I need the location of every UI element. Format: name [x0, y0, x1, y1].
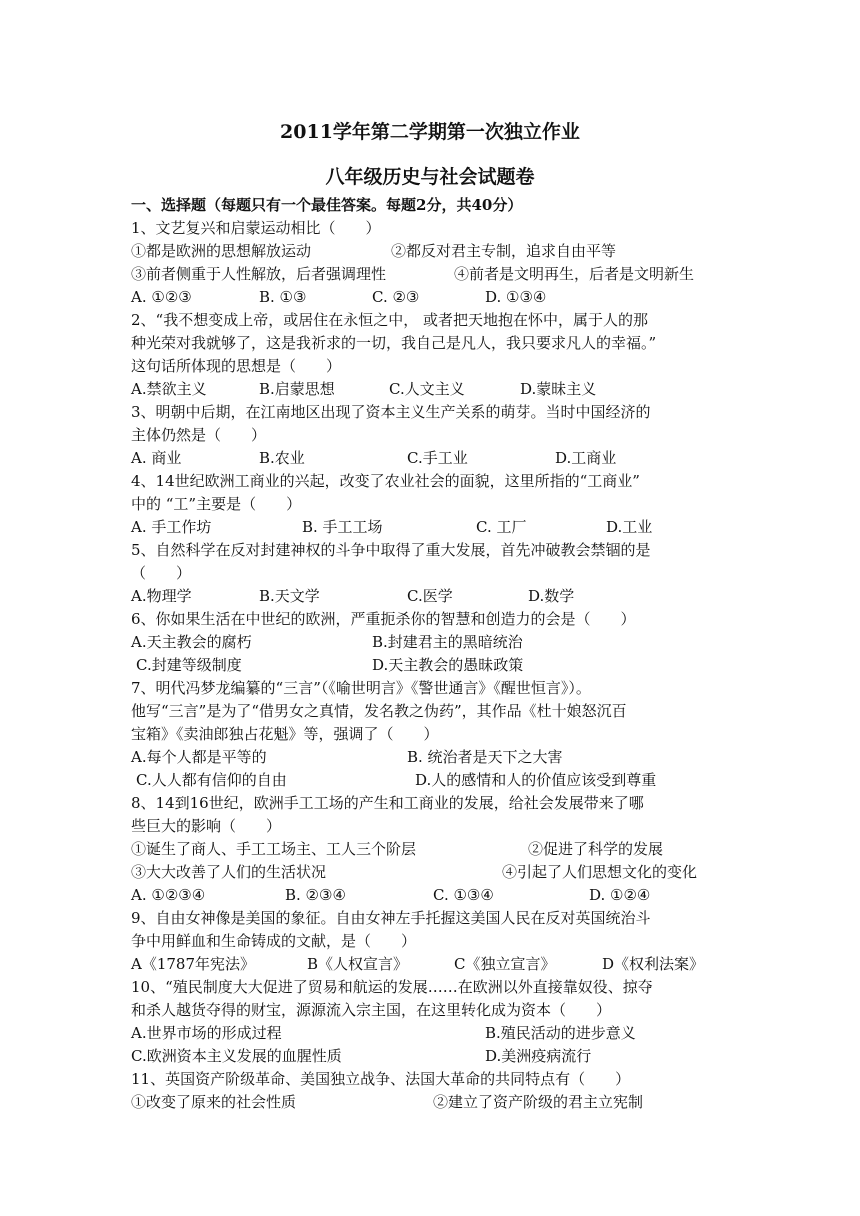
q10-option-b: B.殖民活动的进步意义 — [485, 1024, 636, 1042]
q1-statement-4: ④前者是文明再生，后者是文明新生 — [454, 265, 695, 283]
section-heading: 一、选择题（每题只有一个最佳答案。每题2分，共40分） — [131, 196, 523, 214]
q2-option-c: C.人文主义 — [389, 380, 465, 398]
q8-option-b: B. ②③④ — [285, 886, 346, 904]
q6-option-a: A.天主教会的腐朽 — [131, 633, 252, 651]
q8-statement-2: ②促进了科学的发展 — [528, 840, 664, 858]
question-5-line-2: （ ） — [131, 564, 192, 582]
q5-option-c: C.医学 — [407, 587, 453, 605]
question-4-line-2: 中的 “工”主要是（ ） — [131, 495, 302, 513]
q2-option-b: B.启蒙思想 — [259, 380, 335, 398]
question-8-line-2: 些巨大的影响（ ） — [131, 817, 282, 835]
q6-option-b: B.封建君主的黑暗统治 — [372, 633, 523, 651]
q7-option-c: C.人人都有信仰的自由 — [136, 771, 287, 789]
q6-option-c: C.封建等级制度 — [136, 656, 242, 674]
exam-title: 2011学年第二学期第一次独立作业 — [280, 121, 580, 143]
question-10-line-2: 和杀人越货夺得的财宝，源源流入宗主国，在这里转化成为资本（ ） — [131, 1001, 612, 1019]
q2-option-d: D.蒙昧主义 — [520, 380, 597, 398]
question-7-line-1: 7、明代冯梦龙编纂的“三言”（《喻世明言》《警世通言》《醒世恒言》）。 — [131, 679, 591, 697]
question-4-line-1: 4、14世纪欧洲工商业的兴起，改变了农业社会的面貌，这里所指的“工商业” — [131, 472, 640, 490]
q4-option-b: B. 手工工场 — [302, 518, 383, 536]
q8-statement-3: ③大大改善了人们的生活状况 — [131, 863, 327, 881]
question-9-line-1: 9、自由女神像是美国的象征。自由女神左手托握这美国人民在反对英国统治斗 — [131, 909, 651, 927]
q10-option-a: A.世界市场的形成过程 — [131, 1024, 282, 1042]
q8-option-a: A. ①②③④ — [131, 886, 206, 904]
question-9-line-2: 争中用鲜血和生命铸成的文献，是（ ） — [131, 932, 417, 950]
q1-option-b: B. ①③ — [259, 288, 307, 306]
question-7-line-2: 他写“三言”是为了“借男女之真情，发名教之伪药”，其作品《杜十娘怒沉百 — [131, 702, 627, 720]
q1-statement-2: ②都反对君主专制，追求自由平等 — [391, 242, 617, 260]
q5-option-d: D.数学 — [528, 587, 575, 605]
question-3-line-1: 3、明朝中后期，在江南地区出现了资本主义生产关系的萌芽。当时中国经济的 — [131, 403, 651, 421]
q10-option-d: D.美洲疫病流行 — [485, 1047, 592, 1065]
q8-option-d: D. ①②④ — [589, 886, 651, 904]
question-2-line-2: 种光荣对我就够了，这是我祈求的一切，我自己是凡人，我只要求凡人的幸福。” — [131, 334, 657, 352]
q1-statement-3: ③前者侧重于人性解放，后者强调理性 — [131, 265, 387, 283]
q8-statement-1: ①诞生了商人、手工工场主、工人三个阶层 — [131, 840, 417, 858]
exam-subtitle: 八年级历史与社会试题卷 — [325, 166, 535, 188]
q3-option-b: B.农业 — [259, 449, 305, 467]
q8-option-c: C. ①③④ — [433, 886, 494, 904]
question-5-line-1: 5、自然科学在反对封建神权的斗争中取得了重大发展，首先冲破教会禁锢的是 — [131, 541, 651, 559]
question-2-line-3: 这句话所体现的思想是（ ） — [131, 357, 342, 375]
q5-option-b: B.天文学 — [259, 587, 320, 605]
question-1-stem: 1、文艺复兴和启蒙运动相比（ ） — [131, 219, 381, 237]
question-8-line-1: 8、14到16世纪，欧洲手工工场的产生和工商业的发展，给社会发展带来了哪 — [131, 794, 644, 812]
q11-statement-1: ①改变了原来的社会性质 — [131, 1093, 297, 1111]
q4-option-c: C. 工厂 — [476, 518, 527, 536]
q10-option-c: C.欧洲资本主义发展的血腥性质 — [131, 1047, 342, 1065]
q1-option-d: D. ①③④ — [485, 288, 547, 306]
q7-option-b: B. 统治者是天下之大害 — [407, 748, 563, 766]
q11-statement-2: ②建立了资产阶级的君主立宪制 — [433, 1093, 644, 1111]
q8-statement-4: ④引起了人们思想文化的变化 — [502, 863, 698, 881]
q3-option-d: D.工商业 — [555, 449, 617, 467]
q4-option-a: A. 手工作坊 — [131, 518, 212, 536]
question-6-line-1: 6、你如果生活在中世纪的欧洲，严重扼杀你的智慧和创造力的会是（ ） — [131, 610, 636, 628]
q1-option-a: A. ①②③ — [131, 288, 192, 306]
question-3-line-2: 主体仍然是（ ） — [131, 426, 267, 444]
q2-option-a: A.禁欲主义 — [131, 380, 207, 398]
question-7-line-3: 宝箱》《卖油郎独占花魁》等，强调了（ ） — [131, 725, 439, 743]
q9-option-a: A《1787年宪法》 — [131, 955, 256, 973]
q1-statement-1: ①都是欧洲的思想解放运动 — [131, 242, 312, 260]
q4-option-d: D.工业 — [606, 518, 653, 536]
question-10-line-1: 10、“殖民制度大大促进了贸易和航运的发展……在欧洲以外直接靠奴役、掠夺 — [131, 978, 653, 996]
q7-option-a: A.每个人都是平等的 — [131, 748, 267, 766]
question-2-line-1: 2、“我不想变成上帝，或居住在永恒之中， 或者把天地抱在怀中，属于人的那 — [131, 311, 648, 329]
q6-option-d: D.天主教会的愚昧政策 — [372, 656, 524, 674]
q1-option-c: C. ②③ — [372, 288, 420, 306]
q3-option-a: A. 商业 — [131, 449, 182, 467]
q9-option-b: B《人权宣言》 — [307, 955, 409, 973]
q5-option-a: A.物理学 — [131, 587, 192, 605]
question-11-line-1: 11、英国资产阶级革命、美国独立战争、法国大革命的共同特点有（ ） — [131, 1070, 631, 1088]
q9-option-d: D《权利法案》 — [602, 955, 705, 973]
q9-option-c: C《独立宣言》 — [454, 955, 556, 973]
q7-option-d: D.人的感情和人的价值应该受到尊重 — [415, 771, 657, 789]
q3-option-c: C.手工业 — [407, 449, 468, 467]
